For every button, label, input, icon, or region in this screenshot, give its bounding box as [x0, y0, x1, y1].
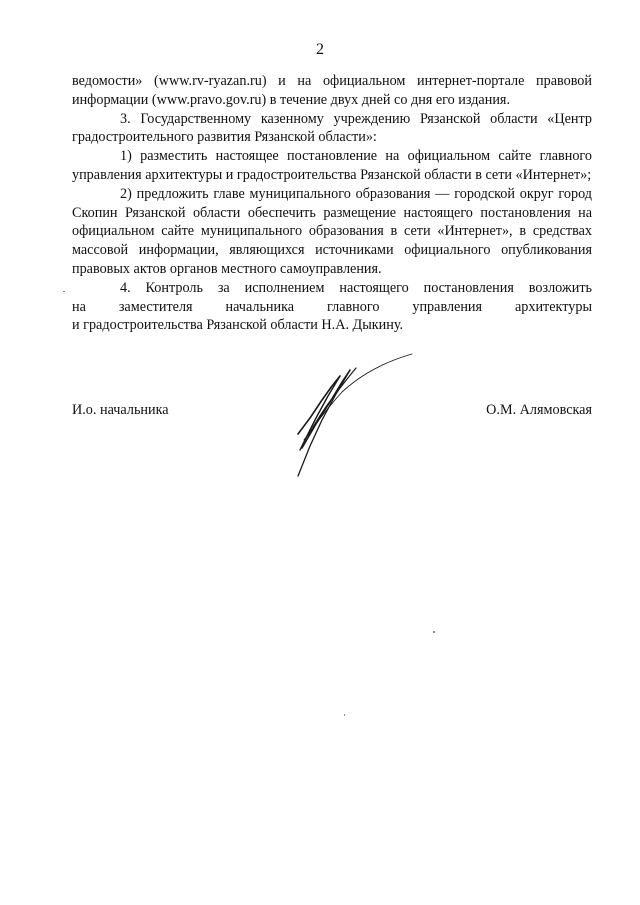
- paragraph-item-4-line-3: и градостроительства Рязанской области Н.А. Дыкину.: [72, 317, 404, 334]
- signatory-title: И.о. начальника: [72, 402, 169, 418]
- signatory-name: О.М. Алямовская: [486, 402, 592, 418]
- scan-speck: [433, 631, 435, 633]
- paragraph-subitem-1: 1) разместить настоящее постановление на официальном сайте главного управления архитектуры и градостроительства Рязанской области в сети «Интернет»;: [72, 148, 592, 183]
- page-number: 2: [316, 41, 324, 58]
- paragraph-publication: ведомости» (www.rv-ryazan.ru) и на официальном интернет-портале правовой информации (www.pravo.gov.ru) в течение двух дней со дня его издания.: [72, 73, 592, 108]
- document-body: [72, 72, 592, 335]
- paragraph-item-3: 3. Государственному казенному учреждению Рязанской области «Центр градостроительного развития Рязанской области»:: [72, 110, 592, 146]
- paragraph-item-4-line-1: 4. Контроль за исполнением настоящего постановления возложить: [120, 279, 592, 296]
- handwritten-signature: [280, 352, 420, 488]
- scan-speck: [63, 291, 65, 292]
- scan-speck: [344, 714, 345, 716]
- paragraph-item-4-line-2: на заместителя начальника главного управления архитектуры: [72, 298, 592, 315]
- paragraph-subitem-2: 2) предложить главе муниципального образования — городской округ город Скопин Рязанской области обеспечить размещение настоящего постановления на официальном сайте муниципального образования в сети «Интернет», в средствах массовой информации, являющихся источниками официального опубликования правовых актов органов местного самоуправления.: [72, 185, 592, 277]
